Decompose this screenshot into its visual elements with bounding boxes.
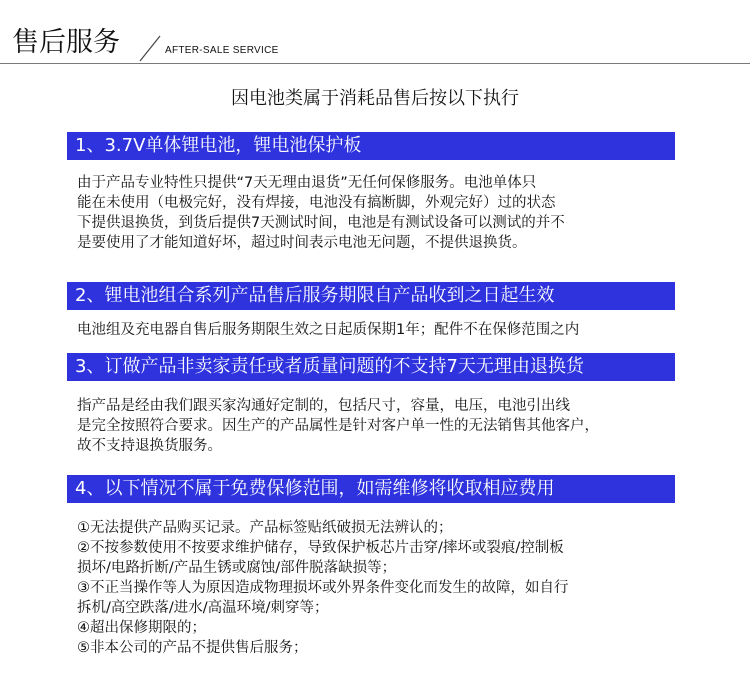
section-heading-4: 4、以下情况不属于免费保修范围，如需维修将收取相应费用: [67, 475, 675, 503]
section-line: 是完全按照符合要求。因生产的产品属性是针对客户单一性的无法销售其他客户，: [77, 418, 599, 434]
section-line: 电池组及充电器自售后服务期限生效之日起质保期1年；配件不在保修范围之内: [77, 322, 580, 338]
page-title: 售后服务: [12, 27, 120, 58]
section-line: ②不按参数使用不按要求维护储存，导致保护板芯片击穿/摔坏或裂痕/控制板: [77, 540, 564, 556]
section-heading-2: 2、锂电池组合系列产品售后服务期限自产品收到之日起生效: [67, 282, 675, 310]
section-body-4: [77, 518, 717, 658]
section-line: ⑤非本公司的产品不提供售后服务；: [77, 640, 308, 656]
section-body-3: [77, 396, 717, 456]
slash-divider-icon: [0, 0, 750, 64]
section-line: 能在未使用（电极完好，没有焊接，电池没有搞断脚，外观完好）过的状态: [77, 195, 556, 211]
section-line: 下提供退换货，到货后提供7天测试时间，电池是有测试设备可以测试的并不: [77, 215, 565, 231]
section-line: 拆机/高空跌落/进水/高温环境/刺穿等；: [77, 600, 329, 616]
section-body-2: [77, 320, 717, 340]
section-line: 由于产品专业特性只提供“7天无理由退货”无任何保修服务。电池单体只: [77, 175, 537, 191]
section-heading-1: 1、3.7V单体锂电池，锂电池保护板: [67, 132, 675, 160]
header-divider: [0, 63, 750, 64]
page-header: [0, 0, 750, 64]
section-line: ①无法提供产品购买记录。产品标签贴纸破损无法辨认的；: [77, 520, 453, 536]
section-line: 指产品是经由我们跟买家沟通好定制的，包括尺寸，容量，电压，电池引出线: [77, 398, 570, 414]
section-heading-3: 3、订做产品非卖家责任或者质量问题的不支持7天无理由退换货: [67, 353, 675, 381]
section-line: 是要使用了才能知道好坏，超过时间表示电池无问题，不提供退换货。: [77, 235, 527, 251]
section-line: ④超出保修期限的；: [77, 620, 206, 636]
section-line: 损坏/电路折断/产品生锈或腐蚀/部件脱落缺损等；: [77, 560, 397, 576]
section-body-1: [77, 173, 717, 253]
intro-heading: 因电池类属于消耗品售后按以下执行: [231, 88, 519, 109]
section-line: ③不正当操作等人为原因造成物理损坏或外界条件变化而发生的故障，如自行: [77, 580, 569, 596]
section-line: 故不支持退换货服务。: [77, 438, 222, 454]
page-subtitle: AFTER-SALE SERVICE: [165, 45, 279, 56]
